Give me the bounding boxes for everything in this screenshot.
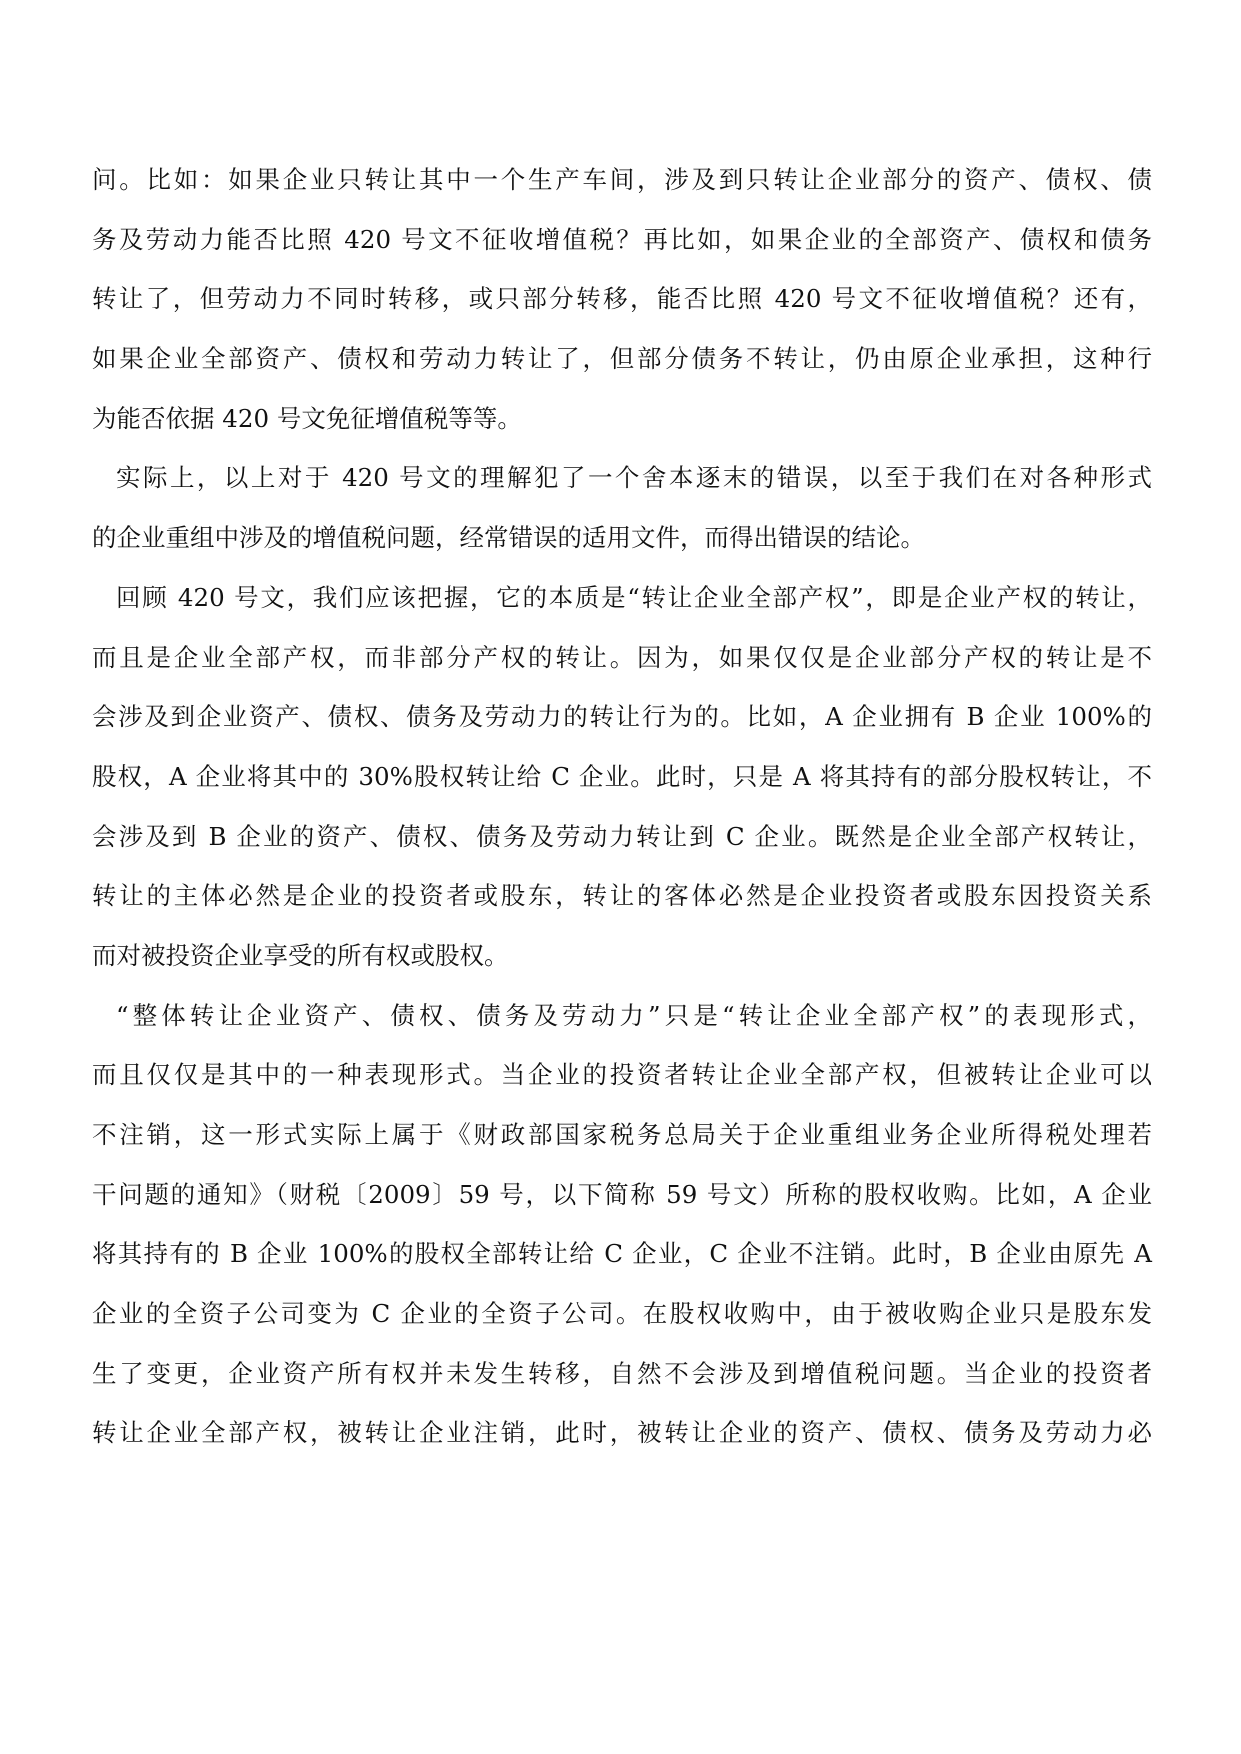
paragraph-first-line: “整体转让企业资产、债权、债务及劳动力”只是“转让企业全部产权”的表现形式， (116, 1000, 1152, 1030)
text-line: 股权，A 企业将其中的 30%股权转让给 C 企业。此时，只是 A 将其持有的部分股权转让，不 (92, 761, 1152, 791)
paragraph-first-line: 回顾 420 号文，我们应该把握，它的本质是“转让企业全部产权”，即是企业产权的转让， (116, 582, 1152, 612)
text-line: 生了变更，企业资产所有权并未发生转移，自然不会涉及到增值税问题。当企业的投资者 (92, 1358, 1152, 1388)
text-line: 会涉及到 B 企业的资产、债权、债务及劳动力转让到 C 企业。既然是企业全部产权转让， (92, 821, 1152, 851)
text-line: 转让的主体必然是企业的投资者或股东，转让的客体必然是企业投资者或股东因投资关系 (92, 881, 1152, 911)
text-line: 而且是企业全部产权，而非部分产权的转让。因为，如果仅仅是企业部分产权的转让是不 (92, 642, 1152, 672)
text-line: 如果企业全部资产、债权和劳动力转让了，但部分债务不转让，仍由原企业承担，这种行 (92, 344, 1152, 374)
text-line: 企业的全资子公司变为 C 企业的全资子公司。在股权收购中，由于被收购企业只是股东发 (92, 1299, 1152, 1329)
text-line: 转让企业全部产权，被转让企业注销，此时，被转让企业的资产、债权、债务及劳动力必 (92, 1418, 1152, 1448)
text-line: 而对被投资企业享受的所有权或股权。 (92, 940, 509, 970)
text-line: 而且仅仅是其中的一种表现形式。当企业的投资者转让企业全部产权，但被转让企业可以 (92, 1060, 1152, 1090)
text-line: 转让了，但劳动力不同时转移，或只部分转移，能否比照 420 号文不征收增值税？还有， (92, 284, 1152, 314)
text-line: 干问题的通知》（财税〔2009〕59 号，以下简称 59 号文）所称的股权收购。比如，A 企业 (92, 1179, 1152, 1209)
text-line: 不注销，这一形式实际上属于《财政部国家税务总局关于企业重组业务企业所得税处理若 (92, 1120, 1152, 1149)
text-line: 将其持有的 B 企业 100%的股权全部转让给 C 企业，C 企业不注销。此时，B 企业由原先 A (92, 1239, 1152, 1269)
text-line: 为能否依据 420 号文免征增值税等等。 (92, 403, 522, 433)
text-line: 问。比如：如果企业只转让其中一个生产车间，涉及到只转让企业部分的资产、债权、债 (92, 165, 1152, 194)
text-line: 的企业重组中涉及的增值税问题，经常错误的适用文件，而得出错误的结论。 (92, 523, 925, 553)
text-line: 务及劳动力能否比照 420 号文不征收增值税？再比如，如果企业的全部资产、债权和债务 (92, 224, 1152, 254)
body-text (92, 150, 1152, 1463)
text-line: 会涉及到企业资产、债权、债务及劳动力的转让行为的。比如，A 企业拥有 B 企业 100%的 (92, 702, 1152, 732)
paragraph-first-line: 实际上，以上对于 420 号文的理解犯了一个舍本逐末的错误，以至于我们在对各种形式 (116, 463, 1152, 493)
